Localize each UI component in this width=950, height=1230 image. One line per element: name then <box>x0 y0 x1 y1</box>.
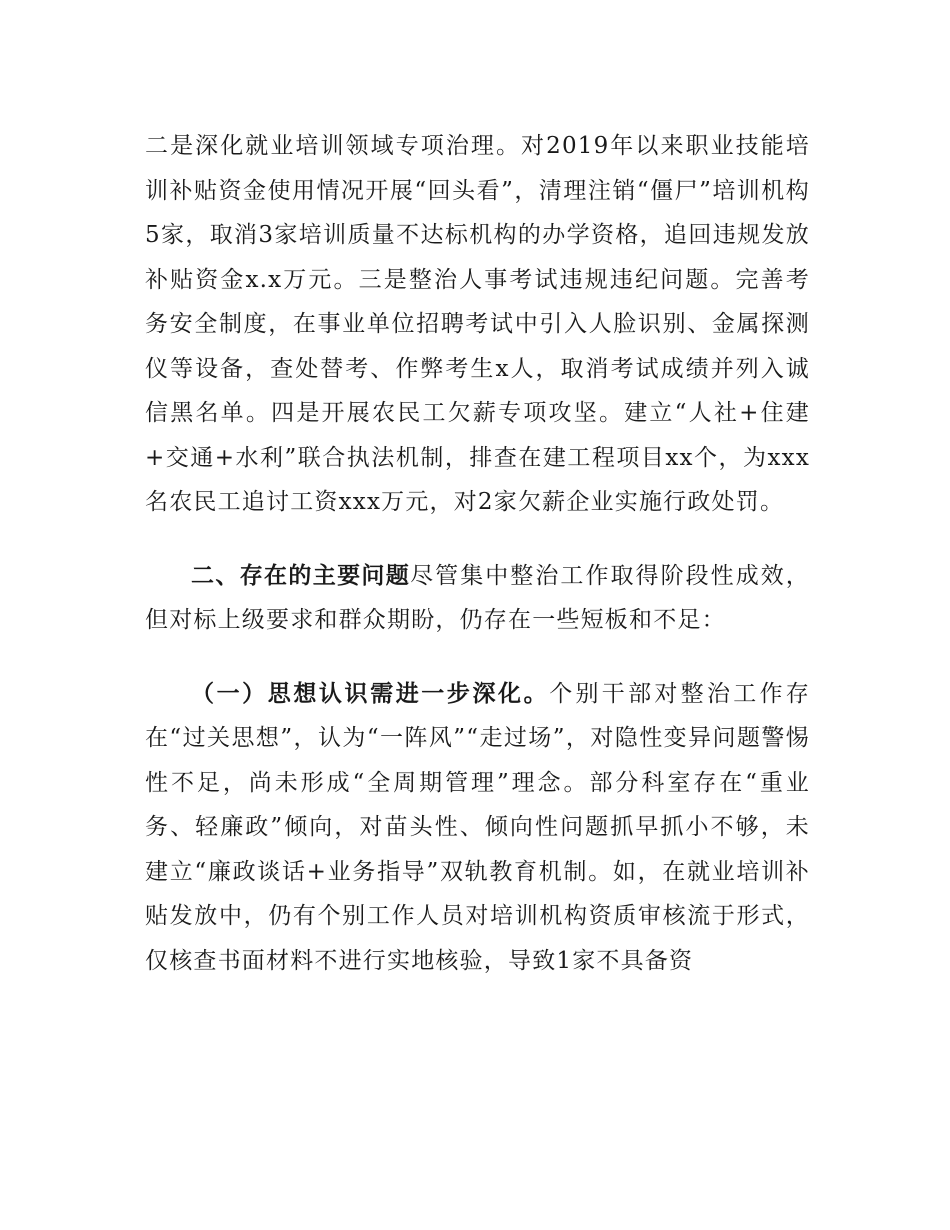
subsection-heading-ideological-awareness: （一）思想认识需进一步深化。 <box>191 680 550 707</box>
subsection-text-ideological-awareness: 个别干部对整治工作存在“过关思想”，认为“一阵风”“走过场”，对隐性变异问题警惕性不足，尚未形成“全周期管理”理念。部分科室存在“重业务、轻廉政”倾向，对苗头性、倾向性问题抓早抓小不够，未建立“廉政谈话+业务指导”双轨教育机制。如，在就业培训补贴发放中，仍有个别工作人员对培训机构资质审核流于形式，仅核查书面材料不进行实地核验，导致1家不具备资 <box>145 680 811 974</box>
paragraph-ideological-awareness <box>145 672 810 984</box>
paragraph-main-problems <box>145 554 810 643</box>
document-body <box>145 124 810 983</box>
paragraph-governance-results: 二是深化就业培训领域专项治理。对2019年以来职业技能培训补贴资金使用情况开展“回头看”，清理注销“僵尸”培训机构5家，取消3家培训质量不达标机构的办学资格，追回违规发放补贴资金x.x万元。三是整治人事考试违规违纪问题。完善考务安全制度，在事业单位招聘考试中引入人脸识别、金属探测仪等设备，查处替考、作弊考生x人，取消考试成绩并列入诚信黑名单。四是开展农民工欠薪专项攻坚。建立“人社+住建+交通+水利”联合执法机制，排查在建工程项目xx个，为xxx名农民工追讨工资xxx万元，对2家欠薪企业实施行政处罚。 <box>145 133 810 515</box>
section-heading-main-problems: 二、存在的主要问题 <box>191 562 411 589</box>
section-text-main-problems: 尽管集中整治工作取得阶段性成效，但对标上级要求和群众期盼，仍存在一些短板和不足： <box>145 562 811 633</box>
